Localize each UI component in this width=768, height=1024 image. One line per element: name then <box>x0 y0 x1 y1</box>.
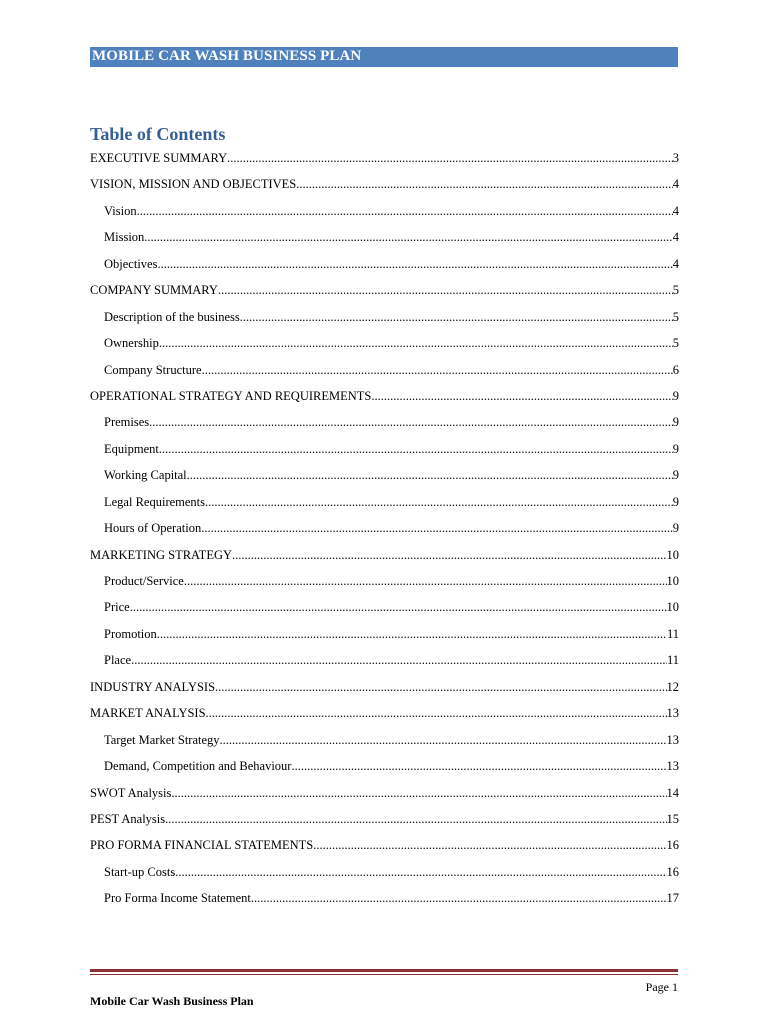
toc-entry-title: Pro Forma Income Statement <box>104 891 251 906</box>
toc-entry-page: 3 <box>672 151 679 165</box>
toc-entry[interactable] <box>90 545 680 571</box>
toc-entry[interactable] <box>90 492 680 518</box>
toc-entry-page: 13 <box>666 759 679 774</box>
toc-entry-title: Start-up Costs <box>104 864 176 879</box>
toc-dot-leader <box>157 624 667 644</box>
toc-entry[interactable] <box>90 809 680 835</box>
toc-entry-title: Company Structure <box>104 362 202 377</box>
toc-dot-leader <box>165 809 666 829</box>
toc-entry-page: 9 <box>672 415 679 430</box>
toc-entry-title: Product/Service <box>104 574 184 588</box>
toc-entry-title: Target Market Strategy <box>104 732 220 747</box>
toc-entry-title: Vision <box>104 203 137 218</box>
toc-entry-title: EXECUTIVE SUMMARY <box>90 151 228 165</box>
toc-entry-page: 11 <box>666 626 679 641</box>
toc-entry-title: VISION, MISSION AND OBJECTIVES <box>90 177 297 192</box>
toc-entry-page: 9 <box>672 441 679 456</box>
toc-entry-title: PEST Analysis <box>90 811 166 826</box>
toc-entry-page: 11 <box>666 653 679 668</box>
toc-entry[interactable] <box>90 624 680 650</box>
toc-entry-title: Legal Requirements <box>104 494 206 509</box>
toc-entry-title: Mission <box>104 230 145 245</box>
toc-entry[interactable] <box>90 280 680 306</box>
toc-entry-page: 16 <box>666 864 679 879</box>
toc-entry-title: OPERATIONAL STRATEGY AND REQUIREMENTS <box>90 388 372 403</box>
toc-dot-leader <box>137 201 673 221</box>
toc-entry[interactable] <box>90 756 680 782</box>
toc-entry-page: 5 <box>672 309 679 324</box>
toc-dot-leader <box>202 360 673 380</box>
toc-entry[interactable] <box>90 386 680 412</box>
toc-entry-page: 9 <box>672 468 679 483</box>
toc-entry-page: 12 <box>666 679 679 694</box>
toc-dot-leader <box>157 254 672 274</box>
toc-entry-page: 13 <box>666 732 679 747</box>
toc-list <box>90 148 680 915</box>
toc-entry-title: Working Capital <box>104 468 187 483</box>
toc-dot-leader <box>131 650 667 670</box>
toc-entry[interactable] <box>90 677 680 703</box>
toc-dot-leader <box>240 307 673 327</box>
toc-entry[interactable] <box>90 439 680 465</box>
toc-entry-page: 6 <box>672 362 679 377</box>
toc-dot-leader <box>201 518 673 538</box>
toc-entry-page: 10 <box>666 574 679 588</box>
toc-entry-title: Hours of Operation <box>104 521 202 536</box>
toc-entry-page: 13 <box>666 706 679 721</box>
toc-entry-page: 10 <box>666 600 679 615</box>
toc-entry-page: 9 <box>672 388 679 403</box>
toc-entry-title: Promotion <box>104 626 157 641</box>
page-number: Page 1 <box>645 980 678 994</box>
header-bar <box>90 47 678 67</box>
toc-entry-title: Demand, Competition and Behaviour <box>104 759 292 774</box>
toc-entry[interactable] <box>90 835 680 861</box>
toc-dot-leader <box>220 730 667 750</box>
toc-dot-leader <box>144 227 672 247</box>
toc-dot-leader <box>205 492 673 512</box>
toc-entry-page: 4 <box>672 203 679 218</box>
toc-entry-title: Ownership <box>104 336 159 351</box>
toc-dot-leader <box>227 148 673 168</box>
footer-rule-thick <box>90 969 678 972</box>
toc-entry-page: 5 <box>672 336 679 351</box>
toc-dot-leader <box>218 280 673 300</box>
footer-rule-thin <box>90 974 678 975</box>
toc-dot-leader <box>130 597 667 617</box>
toc-entry[interactable] <box>90 465 680 491</box>
toc-entry[interactable] <box>90 412 680 438</box>
toc-entry-page: 9 <box>672 521 679 536</box>
toc-entry[interactable] <box>90 518 680 544</box>
toc-entry[interactable] <box>90 333 680 359</box>
toc-dot-leader <box>232 545 666 565</box>
toc-entry-page: 10 <box>666 547 679 562</box>
toc-heading: Table of Contents <box>90 124 226 144</box>
toc-entry[interactable] <box>90 783 680 809</box>
footer-document-title: Mobile Car Wash Business Plan <box>90 994 254 1008</box>
toc-dot-leader <box>175 862 666 882</box>
toc-dot-leader <box>251 888 667 908</box>
toc-entry-page: 4 <box>672 256 679 271</box>
toc-entry[interactable] <box>90 148 680 174</box>
toc-entry-page: 4 <box>672 230 679 245</box>
toc-entry[interactable] <box>90 862 680 888</box>
toc-entry[interactable] <box>90 597 680 623</box>
toc-entry[interactable] <box>90 227 680 253</box>
toc-entry-page: 17 <box>666 891 679 906</box>
toc-dot-leader <box>149 412 673 432</box>
toc-entry-title: SWOT Analysis <box>90 785 172 800</box>
toc-dot-leader <box>159 439 673 459</box>
toc-entry[interactable] <box>90 307 680 333</box>
toc-entry[interactable] <box>90 650 680 676</box>
toc-dot-leader <box>187 465 673 485</box>
toc-entry-title: MARKETING STRATEGY <box>90 547 233 562</box>
toc-entry-title: INDUSTRY ANALYSIS <box>90 679 216 694</box>
toc-entry-title: Place <box>104 653 132 668</box>
toc-entry[interactable] <box>90 571 680 597</box>
toc-entry-title: Description of the business <box>104 309 240 324</box>
toc-dot-leader <box>215 677 666 697</box>
toc-entry-title: Premises <box>104 415 150 430</box>
toc-dot-leader <box>159 333 673 353</box>
toc-entry-page: 9 <box>672 494 679 509</box>
toc-dot-leader <box>313 835 666 855</box>
toc-entry[interactable] <box>90 730 680 756</box>
toc-dot-leader <box>206 703 667 723</box>
toc-entry[interactable] <box>90 888 680 914</box>
toc-entry-page: 16 <box>666 838 679 853</box>
toc-entry-title: Equipment <box>104 441 159 456</box>
toc-dot-leader <box>296 174 672 194</box>
toc-dot-leader <box>184 571 667 591</box>
toc-entry-title: COMPANY SUMMARY <box>90 283 218 298</box>
toc-entry[interactable] <box>90 703 680 729</box>
toc-entry-page: 5 <box>672 283 679 298</box>
toc-entry[interactable] <box>90 360 680 386</box>
toc-dot-leader <box>371 386 672 406</box>
toc-entry-title: Price <box>104 600 130 615</box>
toc-dot-leader <box>171 783 666 803</box>
toc-entry-page: 14 <box>666 785 679 800</box>
toc-entry-title: PRO FORMA FINANCIAL STATEMENTS <box>90 838 314 853</box>
toc-entry-title: Objectives <box>104 256 158 271</box>
toc-entry[interactable] <box>90 174 680 200</box>
toc-dot-leader <box>291 756 666 776</box>
toc-entry-page: 4 <box>672 177 679 192</box>
toc-entry-title: MARKET ANALYSIS <box>90 706 206 721</box>
document-header-title: MOBILE CAR WASH BUSINESS PLAN <box>92 48 362 64</box>
toc-entry[interactable] <box>90 201 680 227</box>
toc-entry-page: 15 <box>666 811 679 826</box>
toc-entry[interactable] <box>90 254 680 280</box>
